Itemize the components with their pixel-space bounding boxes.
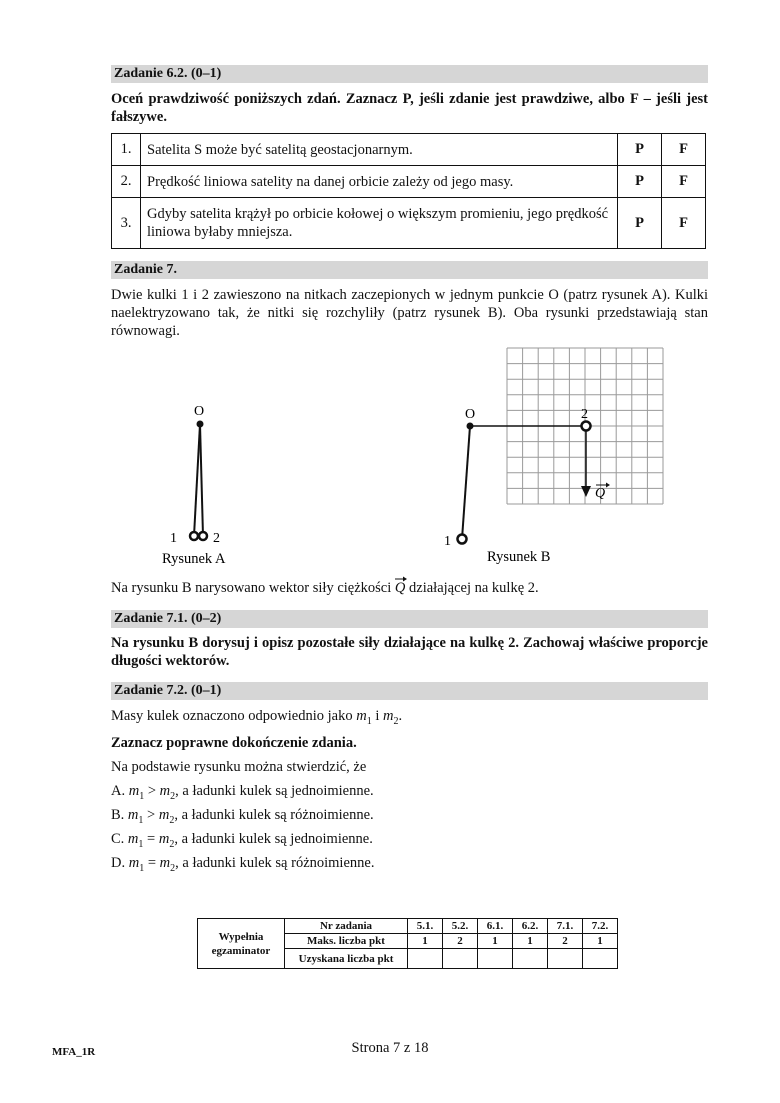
mass-index-2: 2 (169, 814, 175, 826)
mass-symbol: m (128, 855, 140, 871)
relation: > (143, 807, 159, 823)
true-option[interactable]: P (618, 134, 662, 166)
gravity-vector-label: Q (595, 486, 606, 501)
false-option[interactable]: F (662, 198, 706, 249)
max-points-cell: 1 (478, 934, 513, 949)
relation: = (144, 855, 160, 871)
fig-a-thread-1 (194, 424, 200, 536)
mass-index-2: 2 (393, 715, 399, 727)
fig-a-ball-2-label: 2 (213, 531, 220, 546)
mass-index-1: 1 (138, 814, 144, 826)
note-vector-symbol (395, 579, 405, 597)
fig-b-ball-2-label: 2 (581, 407, 588, 422)
mass-symbol: m (158, 831, 170, 847)
exam-code: MFA_1R (52, 1046, 96, 1058)
mass-index-2: 2 (170, 790, 176, 802)
mass-symbol: m (356, 708, 367, 724)
task-number-cell: 5.1. (408, 919, 443, 934)
obtained-points-cell[interactable] (443, 949, 478, 969)
statement-row (112, 166, 706, 198)
vector-overline-arrowhead (606, 483, 610, 488)
option-letter: C. (111, 831, 125, 847)
obtained-points-cell[interactable] (478, 949, 513, 969)
mass-index-2: 2 (169, 838, 175, 850)
max-points-cell: 1 (513, 934, 548, 949)
figure-b (440, 345, 680, 575)
mass-index-2: 2 (170, 862, 176, 874)
max-points-cell: 1 (583, 934, 618, 949)
masses-note (111, 707, 708, 731)
mass-index-1: 1 (139, 790, 145, 802)
relation: = (143, 831, 159, 847)
obtained-points-cell[interactable] (408, 949, 443, 969)
option-text: , a ładunki kulek są jednoimienne. (174, 831, 373, 847)
task-7-2-instruction: Zaznacz poprawne dokończenie zdania. (111, 735, 357, 751)
conjunction: i (371, 708, 383, 724)
task-6-2-header: Zadanie 6.2. (0–1) (111, 65, 708, 83)
statement-row (112, 198, 706, 249)
task-7-1-instruction: Na rysunku B dorysuj i opisz pozostałe siły działające na kulkę 2. Zachowaj właściwe proporcje długości wektorów. (111, 635, 708, 669)
task-6-2-instruction: Oceń prawdziwość poniższych zdań. Zaznacz P, jeśli zdanie jest prawdziwe, albo F – jeśli jest fałszywe. (111, 91, 708, 125)
statement-number: 2. (112, 166, 141, 198)
mass-symbol: m (128, 783, 140, 799)
fig-a-ball-1-label: 1 (170, 531, 177, 546)
statement-number: 1. (112, 134, 141, 166)
mass-index-1: 1 (138, 838, 144, 850)
max-points-cell: 1 (408, 934, 443, 949)
row-label: Uzyskana liczba pkt (285, 949, 408, 969)
max-points-cell: 2 (548, 934, 583, 949)
note-text-pre: Na rysunku B narysowano wektor siły ciężkości (111, 580, 395, 596)
task-7-2-header: Zadanie 7.2. (0–1) (111, 682, 708, 700)
max-points-cell: 2 (443, 934, 478, 949)
false-option[interactable]: F (662, 166, 706, 198)
fig-b-point-label: O (465, 407, 476, 422)
obtained-points-cell[interactable] (548, 949, 583, 969)
examiner-label: Wypełnia egzaminator (198, 919, 285, 969)
mass-symbol: m (383, 708, 394, 724)
note-vector-letter: Q (394, 580, 406, 596)
score-row-tasks (198, 919, 618, 934)
mass-index-1: 1 (139, 862, 145, 874)
statement-text: Gdyby satelita krążył po orbicie kołowej o większym promieniu, jego prędkość liniowa byłaby mniejsza. (141, 198, 618, 249)
gravity-vector-arrowhead (581, 486, 591, 497)
mass-symbol: m (127, 831, 139, 847)
answer-option-a[interactable] (111, 783, 374, 802)
note-text-post: działającej na kulkę 2. (405, 580, 539, 596)
option-letter: B. (111, 807, 125, 823)
obtained-points-cell[interactable] (513, 949, 548, 969)
task-7-text: Dwie kulki 1 i 2 zawieszono na nitkach zaczepionych w jednym punkcie O (patrz rysunek A). Kulki naelektryzowano tak, że nitki się rozchyliły (patrz rysunek B). Oba rysunki przedstawiają stan równowagi. (111, 287, 708, 339)
option-text: , a ładunki kulek są różnoimienne. (175, 855, 375, 871)
mass-symbol: m (127, 807, 139, 823)
statement-number: 3. (112, 198, 141, 249)
statement-text: Prędkość liniowa satelity na danej orbicie zależy od jego masy. (141, 166, 618, 198)
obtained-points-cell[interactable] (583, 949, 618, 969)
option-text: , a ładunki kulek są jednoimienne. (175, 783, 374, 799)
examiner-score-table (197, 918, 618, 969)
fig-b-ball-1 (458, 535, 467, 544)
masses-text: Masy kulek oznaczono odpowiednio jako (111, 708, 357, 724)
option-letter: A. (111, 783, 126, 799)
answer-option-d[interactable] (111, 855, 374, 874)
task-7-header: Zadanie 7. (111, 261, 708, 279)
true-option[interactable]: P (618, 198, 662, 249)
mass-symbol: m (159, 855, 171, 871)
answer-option-b[interactable] (111, 807, 374, 826)
statement-row (112, 134, 706, 166)
relation: > (144, 783, 160, 799)
mass-index-1: 1 (366, 715, 372, 727)
row-label: Nr zadania (285, 919, 408, 934)
fig-a-caption: Rysunek A (162, 551, 226, 567)
fig-b-caption: Rysunek B (487, 549, 551, 565)
mass-symbol: m (158, 807, 170, 823)
task-7-2-lead: Na podstawie rysunku można stwierdzić, że (111, 759, 367, 775)
fig-a-ball-2 (199, 532, 207, 540)
statement-text: Satelita S może być satelitą geostacjonarnym. (141, 134, 618, 166)
task-number-cell: 6.2. (513, 919, 548, 934)
mass-symbol: m (159, 783, 171, 799)
figure-a (150, 395, 260, 575)
false-option[interactable]: F (662, 134, 706, 166)
task-7-1-header: Zadanie 7.1. (0–2) (111, 610, 708, 628)
period: . (398, 708, 403, 724)
option-text: , a ładunki kulek są różnoimienne. (174, 807, 374, 823)
option-letter: D. (111, 855, 126, 871)
row-label: Maks. liczba pkt (285, 934, 408, 949)
gravity-vector-note (111, 579, 708, 597)
fig-a-point-label: O (194, 404, 205, 419)
task-number-cell: 7.2. (583, 919, 618, 934)
fig-b-ball-1-label: 1 (444, 534, 451, 549)
note-vector-arrow-icon (395, 576, 407, 582)
true-false-table (111, 133, 706, 249)
task-number-cell: 5.2. (443, 919, 478, 934)
fig-b-ball-2 (582, 422, 591, 431)
fig-a-ball-1 (190, 532, 198, 540)
task-number-cell: 6.1. (478, 919, 513, 934)
true-option[interactable]: P (618, 166, 662, 198)
answer-option-c[interactable] (111, 831, 373, 850)
fig-b-thread-1 (462, 426, 470, 539)
task-number-cell: 7.1. (548, 919, 583, 934)
fig-a-thread-2 (200, 424, 203, 536)
page-number: Strona 7 z 18 (351, 1040, 429, 1056)
